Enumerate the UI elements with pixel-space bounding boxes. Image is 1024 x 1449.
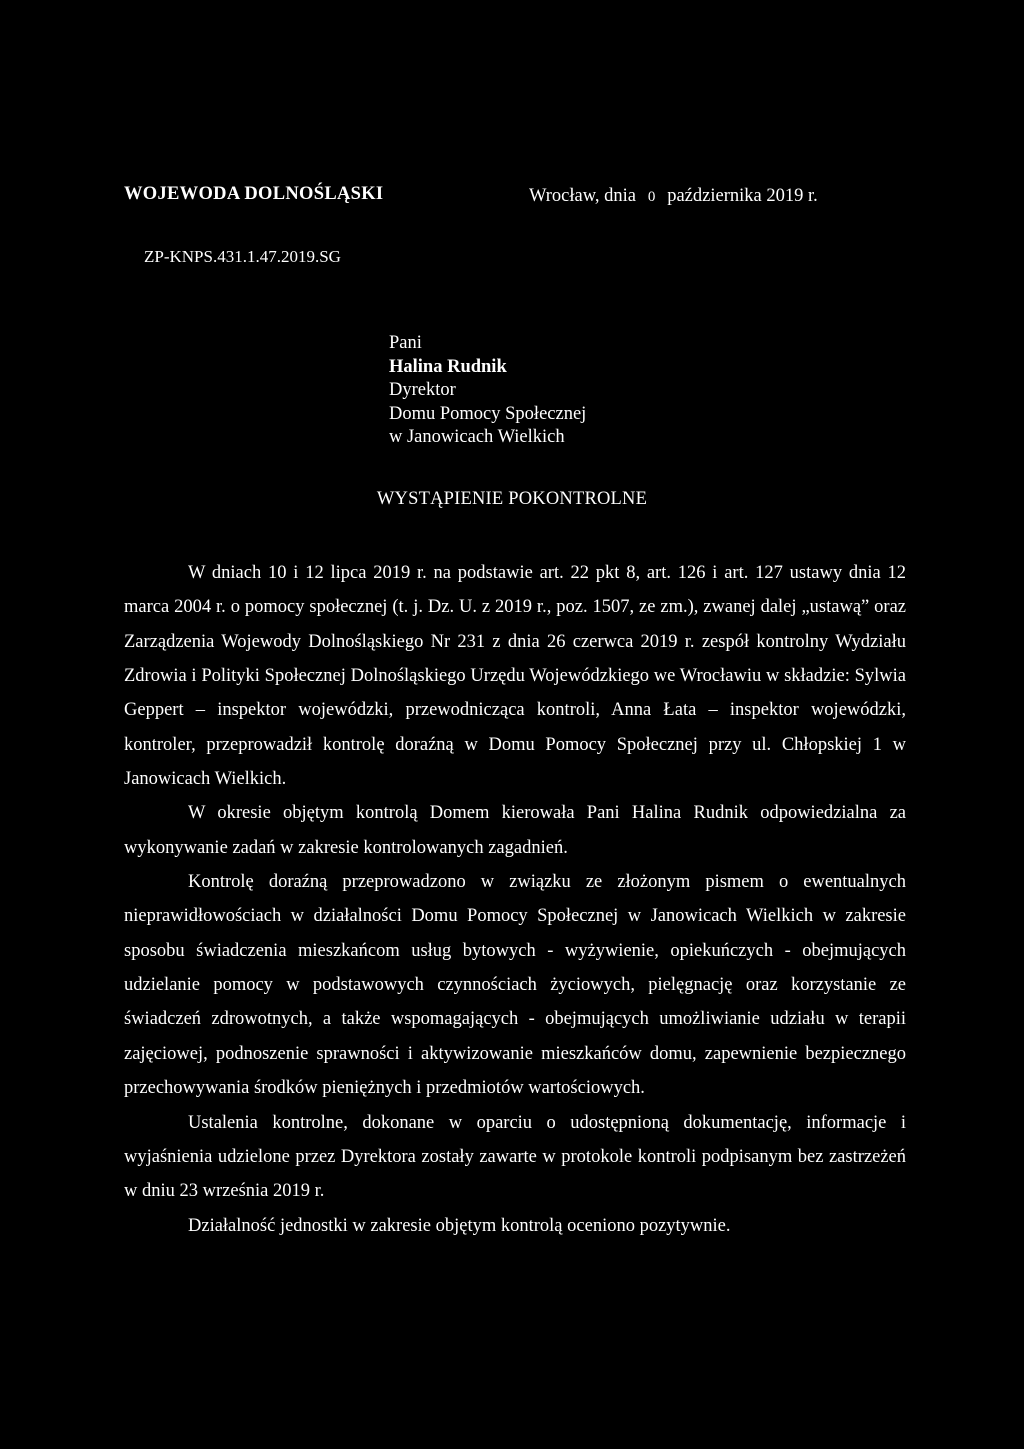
document-title: WYSTĄPIENIE POKONTROLNE bbox=[376, 489, 648, 509]
letter-date bbox=[529, 186, 818, 207]
letter-body bbox=[124, 556, 906, 1243]
recipient-institution: Domu Pomocy Społecznej bbox=[389, 403, 587, 424]
body-paragraph-3: Kontrolę doraźną przeprowadzono w związku ze złożonym pismem o ewentualnych nieprawidłowościach w działalności Domu Pomocy Społecznej w Janowicach Wielkich w zakresie sposobu świadczenia mieszkańcom usług bytowych - wyżywienie, opiekuńczych - obejmujących udzielanie pomocy w podstawowych czynnościach życiowych, pielęgnację oraz korzystanie ze świadczeń zdrowotnych, a także wspomagających - obejmujących umożliwianie udziału w terapii zajęciowej, podnoszenie sprawności i aktywizowanie mieszkańców domu, zapewnienie bezpiecznego przechowywania środków pieniężnych i przedmiotów wartościowych. bbox=[124, 872, 906, 1099]
recipient-salutation: Pani bbox=[389, 333, 422, 353]
body-paragraph-4: Ustalenia kontrolne, dokonane w oparciu o udostępnioną dokumentację, informacje i wyjaśnienia udzielone przez Dyrektora zostały zawarte w protokole kontroli podpisanym bez zastrzeżeń w dniu 23 września 2019 r. bbox=[124, 1112, 906, 1202]
body-paragraph-5: Działalność jednostki w zakresie objętym kontrolą oceniono pozytywnie. bbox=[188, 1215, 731, 1236]
recipient-block bbox=[389, 332, 586, 450]
date-prefix: Wrocław, dnia bbox=[529, 186, 636, 206]
recipient-name: Halina Rudnik bbox=[389, 356, 507, 377]
body-paragraph-2: W okresie objętym kontrolą Domem kierowała Pani Halina Rudnik odpowiedzialna za wykonywanie zadań w zakresie kontrolowanych zagadnień. bbox=[124, 803, 906, 858]
body-paragraph-1: W dniach 10 i 12 lipca 2019 r. na podstawie art. 22 pkt 8, art. 126 i art. 127 ustawy dnia 12 marca 2004 r. o pomocy społecznej (t. j. Dz. U. z 2019 r., poz. 1507, ze zm.), zwanej dalej „ustawą” oraz Zarządzenia Wojewody Dolnośląskiego Nr 231 z dnia 26 czerwca 2019 r. zespół kontrolny Wydziału Zdrowia i Polityki Społecznej Dolnośląskiego Urzędu Wojewódzkiego we Wrocławiu w składzie: Sylwia Geppert – inspektor wojewódzki, przewodnicząca kontroli, Anna Łata – inspektor wojewódzki, kontroler, przeprowadził kontrolę doraźną w Domu Pomocy Społecznej przy ul. Chłopskiej 1 w Janowicach Wielkich. bbox=[124, 563, 906, 790]
issuing-authority: WOJEWODA DOLNOŚLĄSKI bbox=[124, 184, 384, 204]
recipient-location: w Janowicach Wielkich bbox=[389, 427, 565, 447]
date-suffix: października 2019 r. bbox=[667, 186, 818, 206]
date-day: 0 bbox=[647, 189, 656, 205]
case-reference: ZP-KNPS.431.1.47.2019.SG bbox=[144, 247, 341, 266]
recipient-position: Dyrektor bbox=[389, 380, 456, 400]
